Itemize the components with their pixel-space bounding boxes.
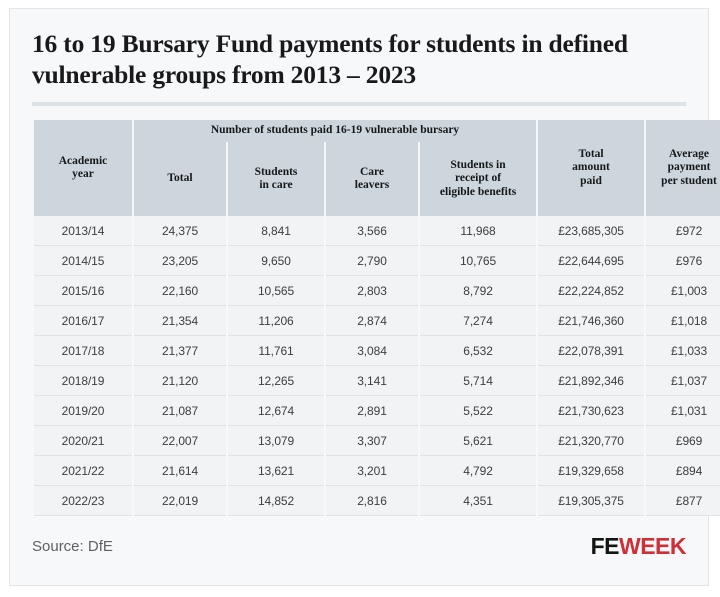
page-title: 16 to 19 Bursary Fund payments for students in defined vulnerable groups from 2013 – 2023	[32, 29, 628, 89]
column-header-students-in-care	[228, 142, 324, 216]
cell-students-in-care: 14,852	[228, 486, 324, 516]
footer	[32, 533, 686, 559]
column-header-average-payment	[646, 120, 720, 216]
cell-academic-year: 2022/23	[34, 486, 132, 516]
cell-students-in-care: 13,079	[228, 426, 324, 456]
cell-care-leavers: 2,874	[326, 306, 418, 336]
cell-students-in-care: 9,650	[228, 246, 324, 276]
cell-care-leavers: 3,566	[326, 216, 418, 246]
table-row	[34, 246, 720, 276]
cell-care-leavers: 2,891	[326, 396, 418, 426]
cell-eligible-benefits: 5,714	[420, 366, 536, 396]
cell-average-payment: £877	[646, 486, 720, 516]
column-header-care-leavers	[326, 142, 418, 216]
column-header-eligible-benefits	[420, 142, 536, 216]
cell-average-payment: £894	[646, 456, 720, 486]
cell-academic-year: 2021/22	[34, 456, 132, 486]
bursary-data-table	[32, 120, 720, 516]
cell-eligible-benefits: 8,792	[420, 276, 536, 306]
cell-average-payment: £1,003	[646, 276, 720, 306]
table-row	[34, 396, 720, 426]
column-header-total: Total	[134, 142, 226, 216]
cell-total-amount: £22,078,391	[538, 336, 644, 366]
table-row	[34, 456, 720, 486]
cell-total: 22,160	[134, 276, 226, 306]
cell-average-payment: £1,037	[646, 366, 720, 396]
cell-total-amount: £21,746,360	[538, 306, 644, 336]
cell-total-amount: £19,305,375	[538, 486, 644, 516]
table-head	[34, 120, 720, 216]
cell-eligible-benefits: 5,522	[420, 396, 536, 426]
cell-average-payment: £1,031	[646, 396, 720, 426]
students-in-care-line1: Students	[254, 165, 298, 178]
cell-academic-year: 2018/19	[34, 366, 132, 396]
cell-academic-year: 2015/16	[34, 276, 132, 306]
cell-students-in-care: 11,761	[228, 336, 324, 366]
total-amount-line3: paid	[580, 174, 602, 187]
cell-total: 21,614	[134, 456, 226, 486]
cell-care-leavers: 2,816	[326, 486, 418, 516]
cell-total: 22,019	[134, 486, 226, 516]
average-line1: Average	[669, 147, 710, 160]
average-line3: per student	[661, 174, 717, 187]
cell-total-amount: £21,892,346	[538, 366, 644, 396]
cell-total: 21,377	[134, 336, 226, 366]
cell-students-in-care: 8,841	[228, 216, 324, 246]
column-header-group-students-paid: Number of students paid 16-19 vulnerable bursary	[134, 120, 536, 142]
logo-fe: FE	[590, 532, 619, 559]
cell-total: 24,375	[134, 216, 226, 246]
cell-students-in-care: 11,206	[228, 306, 324, 336]
cell-total-amount: £23,685,305	[538, 216, 644, 246]
total-amount-line1: Total	[578, 147, 604, 160]
cell-total: 23,205	[134, 246, 226, 276]
cell-care-leavers: 3,141	[326, 366, 418, 396]
care-leavers-line1: Care	[359, 165, 385, 178]
column-header-academic-year	[34, 120, 132, 216]
cell-total-amount: £21,730,623	[538, 396, 644, 426]
cell-average-payment: £972	[646, 216, 720, 246]
feweek-logo	[591, 533, 686, 560]
eligible-line3: eligible benefits	[439, 185, 517, 198]
students-in-care-line2: in care	[259, 179, 293, 192]
table-row	[34, 366, 720, 396]
cell-students-in-care: 12,265	[228, 366, 324, 396]
average-line2: payment	[667, 161, 711, 174]
cell-care-leavers: 3,084	[326, 336, 418, 366]
cell-academic-year: 2017/18	[34, 336, 132, 366]
cell-total: 21,354	[134, 306, 226, 336]
infographic-card	[9, 8, 717, 586]
cell-total: 21,120	[134, 366, 226, 396]
cell-students-in-care: 13,621	[228, 456, 324, 486]
cell-eligible-benefits: 7,274	[420, 306, 536, 336]
title-divider	[32, 102, 686, 106]
table-body	[34, 216, 720, 516]
cell-care-leavers: 2,790	[326, 246, 418, 276]
table-row	[34, 336, 720, 366]
cell-academic-year: 2013/14	[34, 216, 132, 246]
cell-average-payment: £976	[646, 246, 720, 276]
eligible-line1: Students in	[450, 158, 506, 171]
cell-eligible-benefits: 10,765	[420, 246, 536, 276]
table-row	[34, 216, 720, 246]
cell-eligible-benefits: 4,351	[420, 486, 536, 516]
eligible-line2: receipt of	[454, 172, 502, 185]
table-row	[34, 486, 720, 516]
logo-week: WEEK	[619, 532, 686, 559]
cell-total-amount: £19,329,658	[538, 456, 644, 486]
cell-care-leavers: 3,307	[326, 426, 418, 456]
cell-eligible-benefits: 6,532	[420, 336, 536, 366]
cell-care-leavers: 2,803	[326, 276, 418, 306]
cell-total-amount: £22,644,695	[538, 246, 644, 276]
cell-academic-year: 2014/15	[34, 246, 132, 276]
cell-academic-year: 2020/21	[34, 426, 132, 456]
cell-average-payment: £1,018	[646, 306, 720, 336]
table-row	[34, 306, 720, 336]
total-amount-line2: amount	[572, 161, 610, 174]
table-header-group-row	[34, 120, 720, 142]
cell-total: 21,087	[134, 396, 226, 426]
cell-total: 22,007	[134, 426, 226, 456]
cell-care-leavers: 3,201	[326, 456, 418, 486]
table-row	[34, 276, 720, 306]
cell-academic-year: 2016/17	[34, 306, 132, 336]
cell-students-in-care: 10,565	[228, 276, 324, 306]
cell-average-payment: £969	[646, 426, 720, 456]
cell-total-amount: £22,224,852	[538, 276, 644, 306]
academic-year-line1: Academic	[58, 154, 108, 167]
cell-eligible-benefits: 4,792	[420, 456, 536, 486]
cell-eligible-benefits: 5,621	[420, 426, 536, 456]
cell-academic-year: 2019/20	[34, 396, 132, 426]
cell-average-payment: £1,033	[646, 336, 720, 366]
cell-students-in-care: 12,674	[228, 396, 324, 426]
cell-eligible-benefits: 11,968	[420, 216, 536, 246]
care-leavers-line2: leavers	[354, 179, 390, 192]
source-label: Source: DfE	[32, 537, 113, 555]
cell-total-amount: £21,320,770	[538, 426, 644, 456]
column-header-total-amount-paid	[538, 120, 644, 216]
academic-year-line2: year	[72, 168, 94, 180]
table-row	[34, 426, 720, 456]
